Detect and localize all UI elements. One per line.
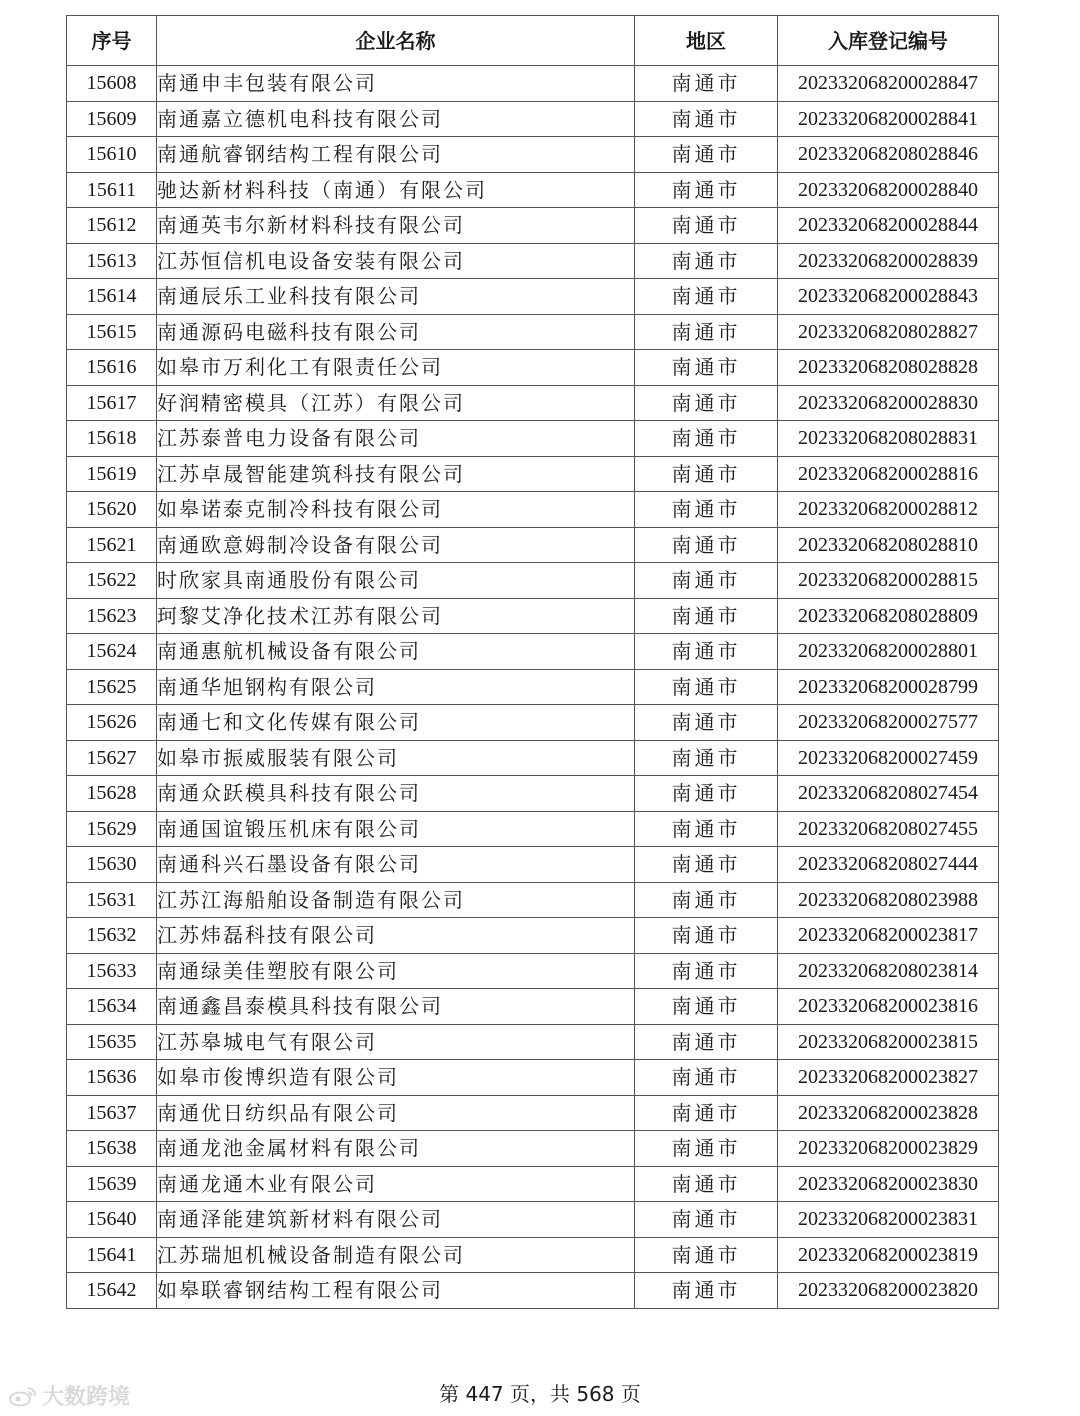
row-seq: 15639: [67, 1166, 157, 1202]
row-region: 南通市: [635, 598, 778, 634]
row-seq: 15619: [67, 456, 157, 492]
row-seq: 15615: [67, 314, 157, 350]
row-seq: 15641: [67, 1237, 157, 1273]
table-row: [67, 847, 999, 883]
row-seq: 15638: [67, 1131, 157, 1167]
row-seq: 15625: [67, 669, 157, 705]
row-enterprise-name: 如皋联睿钢结构工程有限公司: [157, 1273, 635, 1309]
watermark: [8, 1380, 130, 1411]
table-row: [67, 279, 999, 315]
row-region: 南通市: [635, 385, 778, 421]
row-seq: 15627: [67, 740, 157, 776]
row-enterprise-name: 江苏皋城电气有限公司: [157, 1024, 635, 1060]
row-seq: 15626: [67, 705, 157, 741]
row-enterprise-name: 南通辰乐工业科技有限公司: [157, 279, 635, 315]
row-seq: 15640: [67, 1202, 157, 1238]
header-seq: 序号: [67, 16, 157, 66]
row-enterprise-name: 南通绿美佳塑胶有限公司: [157, 953, 635, 989]
row-registration-code: 202332068200028815: [778, 563, 999, 599]
row-seq: 15636: [67, 1060, 157, 1096]
row-region: 南通市: [635, 1166, 778, 1202]
table-row: [67, 66, 999, 102]
row-seq: 15620: [67, 492, 157, 528]
table-row: [67, 1131, 999, 1167]
row-enterprise-name: 驰达新材料科技（南通）有限公司: [157, 172, 635, 208]
table-row: [67, 1095, 999, 1131]
row-region: 南通市: [635, 563, 778, 599]
row-seq: 15616: [67, 350, 157, 386]
row-region: 南通市: [635, 1237, 778, 1273]
row-enterprise-name: 南通源码电磁科技有限公司: [157, 314, 635, 350]
table-row: [67, 918, 999, 954]
row-enterprise-name: 南通龙池金属材料有限公司: [157, 1131, 635, 1167]
row-registration-code: 202332068208027444: [778, 847, 999, 883]
table-row: [67, 172, 999, 208]
row-registration-code: 202332068200027459: [778, 740, 999, 776]
row-seq: 15637: [67, 1095, 157, 1131]
row-enterprise-name: 如皋市万利化工有限责任公司: [157, 350, 635, 386]
row-registration-code: 202332068208027454: [778, 776, 999, 812]
row-region: 南通市: [635, 1273, 778, 1309]
row-seq: 15632: [67, 918, 157, 954]
table-row: [67, 350, 999, 386]
table-row: [67, 1060, 999, 1096]
row-enterprise-name: 南通泽能建筑新材料有限公司: [157, 1202, 635, 1238]
row-registration-code: 202332068200028847: [778, 66, 999, 102]
row-registration-code: 202332068200028799: [778, 669, 999, 705]
row-seq: 15629: [67, 811, 157, 847]
row-seq: 15635: [67, 1024, 157, 1060]
table-row: [67, 101, 999, 137]
row-registration-code: 202332068200023828: [778, 1095, 999, 1131]
table-row: [67, 385, 999, 421]
row-enterprise-name: 南通鑫昌泰模具科技有限公司: [157, 989, 635, 1025]
page-number: 第 447 页，共 568 页: [439, 1382, 641, 1406]
row-region: 南通市: [635, 243, 778, 279]
row-region: 南通市: [635, 527, 778, 563]
row-registration-code: 202332068200023829: [778, 1131, 999, 1167]
row-enterprise-name: 江苏恒信机电设备安装有限公司: [157, 243, 635, 279]
table-row: [67, 776, 999, 812]
row-enterprise-name: 如皋市振威服装有限公司: [157, 740, 635, 776]
row-enterprise-name: 江苏炜磊科技有限公司: [157, 918, 635, 954]
row-enterprise-name: 南通优日纺织品有限公司: [157, 1095, 635, 1131]
row-registration-code: 202332068200028816: [778, 456, 999, 492]
row-enterprise-name: 南通嘉立德机电科技有限公司: [157, 101, 635, 137]
row-registration-code: 202332068200028840: [778, 172, 999, 208]
row-enterprise-name: 如皋市俊博织造有限公司: [157, 1060, 635, 1096]
row-registration-code: 202332068200023817: [778, 918, 999, 954]
row-seq: 15617: [67, 385, 157, 421]
row-seq: 15611: [67, 172, 157, 208]
row-seq: 15613: [67, 243, 157, 279]
row-seq: 15624: [67, 634, 157, 670]
row-region: 南通市: [635, 776, 778, 812]
row-region: 南通市: [635, 669, 778, 705]
row-enterprise-name: 南通申丰包装有限公司: [157, 66, 635, 102]
table-row: [67, 811, 999, 847]
table-row: [67, 492, 999, 528]
row-seq: 15630: [67, 847, 157, 883]
row-region: 南通市: [635, 172, 778, 208]
page-footer: [0, 1378, 1080, 1407]
row-region: 南通市: [635, 740, 778, 776]
row-region: 南通市: [635, 421, 778, 457]
row-seq: 15633: [67, 953, 157, 989]
table-row: [67, 669, 999, 705]
row-enterprise-name: 南通众跃模具科技有限公司: [157, 776, 635, 812]
row-region: 南通市: [635, 314, 778, 350]
row-seq: 15610: [67, 137, 157, 173]
row-registration-code: 202332068208028846: [778, 137, 999, 173]
row-seq: 15623: [67, 598, 157, 634]
row-registration-code: 202332068208027455: [778, 811, 999, 847]
row-enterprise-name: 南通科兴石墨设备有限公司: [157, 847, 635, 883]
table-row: [67, 740, 999, 776]
row-enterprise-name: 南通龙通木业有限公司: [157, 1166, 635, 1202]
row-region: 南通市: [635, 705, 778, 741]
row-enterprise-name: 南通七和文化传媒有限公司: [157, 705, 635, 741]
row-enterprise-name: 江苏泰普电力设备有限公司: [157, 421, 635, 457]
row-enterprise-name: 好润精密模具（江苏）有限公司: [157, 385, 635, 421]
row-region: 南通市: [635, 279, 778, 315]
row-registration-code: 202332068200028839: [778, 243, 999, 279]
table-row: [67, 208, 999, 244]
table-row: [67, 527, 999, 563]
row-region: 南通市: [635, 137, 778, 173]
row-enterprise-name: 江苏江海船舶设备制造有限公司: [157, 882, 635, 918]
row-enterprise-name: 南通航睿钢结构工程有限公司: [157, 137, 635, 173]
row-seq: 15628: [67, 776, 157, 812]
row-seq: 15621: [67, 527, 157, 563]
row-registration-code: 202332068208028827: [778, 314, 999, 350]
table-row: [67, 421, 999, 457]
row-enterprise-name: 南通欧意姆制冷设备有限公司: [157, 527, 635, 563]
row-registration-code: 202332068200023820: [778, 1273, 999, 1309]
row-region: 南通市: [635, 989, 778, 1025]
table-row: [67, 456, 999, 492]
watermark-text: 大数跨境: [42, 1385, 131, 1410]
row-region: 南通市: [635, 456, 778, 492]
row-region: 南通市: [635, 1095, 778, 1131]
row-registration-code: 202332068208023814: [778, 953, 999, 989]
table-header-row: [67, 16, 999, 66]
table-row: [67, 314, 999, 350]
row-region: 南通市: [635, 1060, 778, 1096]
row-region: 南通市: [635, 634, 778, 670]
table-row: [67, 137, 999, 173]
row-registration-code: 202332068200027577: [778, 705, 999, 741]
row-registration-code: 202332068208028828: [778, 350, 999, 386]
table-row: [67, 1166, 999, 1202]
row-region: 南通市: [635, 1024, 778, 1060]
row-enterprise-name: 如皋诺泰克制冷科技有限公司: [157, 492, 635, 528]
row-seq: 15608: [67, 66, 157, 102]
row-region: 南通市: [635, 1202, 778, 1238]
registry-sheet: [66, 15, 998, 1309]
row-registration-code: 202332068200028812: [778, 492, 999, 528]
row-seq: 15612: [67, 208, 157, 244]
table-row: [67, 598, 999, 634]
row-registration-code: 202332068200028830: [778, 385, 999, 421]
table-row: [67, 989, 999, 1025]
row-registration-code: 202332068200023831: [778, 1202, 999, 1238]
table-row: [67, 1202, 999, 1238]
table-row: [67, 563, 999, 599]
table-row: [67, 882, 999, 918]
table-row: [67, 953, 999, 989]
row-enterprise-name: 南通国谊锻压机床有限公司: [157, 811, 635, 847]
row-registration-code: 202332068200028801: [778, 634, 999, 670]
row-region: 南通市: [635, 953, 778, 989]
header-region: 地区: [635, 16, 778, 66]
row-seq: 15622: [67, 563, 157, 599]
row-seq: 15614: [67, 279, 157, 315]
row-enterprise-name: 南通华旭钢构有限公司: [157, 669, 635, 705]
row-region: 南通市: [635, 1131, 778, 1167]
row-region: 南通市: [635, 847, 778, 883]
table-row: [67, 1237, 999, 1273]
row-seq: 15631: [67, 882, 157, 918]
table-row: [67, 243, 999, 279]
row-registration-code: 202332068200028843: [778, 279, 999, 315]
row-registration-code: 202332068200023816: [778, 989, 999, 1025]
header-registration-code: 入库登记编号: [778, 16, 999, 66]
row-region: 南通市: [635, 492, 778, 528]
row-enterprise-name: 南通英韦尔新材料科技有限公司: [157, 208, 635, 244]
row-seq: 15642: [67, 1273, 157, 1309]
row-enterprise-name: 南通惠航机械设备有限公司: [157, 634, 635, 670]
row-seq: 15618: [67, 421, 157, 457]
table-row: [67, 1273, 999, 1309]
weibo-logo-icon: [8, 1385, 38, 1407]
row-registration-code: 202332068208028810: [778, 527, 999, 563]
row-registration-code: 202332068208028831: [778, 421, 999, 457]
row-region: 南通市: [635, 208, 778, 244]
table-row: [67, 634, 999, 670]
enterprise-registry-table: [66, 15, 999, 1309]
row-seq: 15609: [67, 101, 157, 137]
row-region: 南通市: [635, 101, 778, 137]
row-enterprise-name: 江苏瑞旭机械设备制造有限公司: [157, 1237, 635, 1273]
row-region: 南通市: [635, 918, 778, 954]
row-region: 南通市: [635, 350, 778, 386]
row-registration-code: 202332068200028841: [778, 101, 999, 137]
row-enterprise-name: 江苏卓晟智能建筑科技有限公司: [157, 456, 635, 492]
row-registration-code: 202332068200023827: [778, 1060, 999, 1096]
row-seq: 15634: [67, 989, 157, 1025]
row-enterprise-name: 时欣家具南通股份有限公司: [157, 563, 635, 599]
row-registration-code: 202332068200023815: [778, 1024, 999, 1060]
row-registration-code: 202332068200028844: [778, 208, 999, 244]
row-registration-code: 202332068200023819: [778, 1237, 999, 1273]
table-body: [67, 66, 999, 1309]
table-row: [67, 1024, 999, 1060]
row-region: 南通市: [635, 882, 778, 918]
row-enterprise-name: 珂黎艾净化技术江苏有限公司: [157, 598, 635, 634]
row-registration-code: 202332068208023988: [778, 882, 999, 918]
row-region: 南通市: [635, 66, 778, 102]
row-registration-code: 202332068208028809: [778, 598, 999, 634]
table-row: [67, 705, 999, 741]
row-region: 南通市: [635, 811, 778, 847]
header-enterprise-name: 企业名称: [157, 16, 635, 66]
row-registration-code: 202332068200023830: [778, 1166, 999, 1202]
